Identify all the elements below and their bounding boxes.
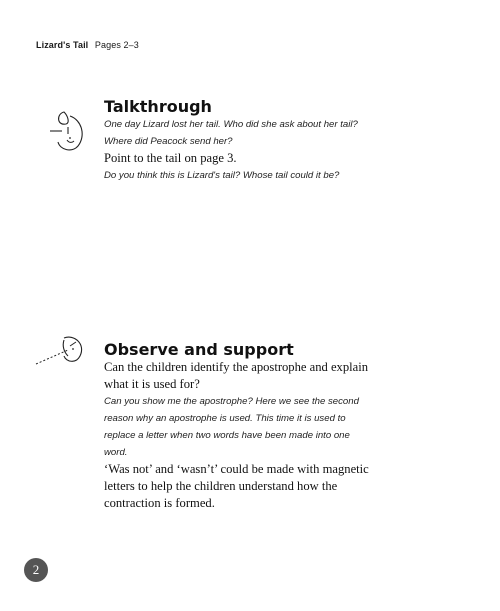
observe-prompt-line: replace a letter when two words have been made into one (104, 430, 350, 441)
talking-face-icon (48, 110, 90, 154)
talkthrough-prompt-line: One day Lizard lost her tail. Who did she ask about her tail? (104, 119, 358, 130)
running-head-pages: Pages 2–3 (94, 40, 139, 50)
observe-suggestion-line: contraction is formed. (104, 496, 215, 510)
running-head (36, 40, 139, 50)
observe-suggestion-line: letters to help the children understand how the (104, 479, 338, 493)
talkthrough-prompt-line: Where did Peacock send her? (104, 136, 233, 147)
observe-question-line: Can the children identify the apostrophe and explain (104, 360, 369, 374)
observing-eye-icon (34, 334, 88, 370)
talkthrough-heading: Talkthrough (104, 97, 212, 116)
observe-support-section (104, 340, 394, 512)
observe-prompt-line: reason why an apostrophe is used. This time it is used to (104, 413, 346, 424)
running-head-title: Lizard's Tail (36, 40, 89, 50)
talkthrough-section (104, 97, 394, 184)
observe-prompt-line: word. (104, 447, 128, 458)
talkthrough-prompt-line: Do you think this is Lizard's tail? Whose tail could it be? (104, 170, 340, 181)
observe-prompt-line: Can you show me the apostrophe? Here we see the second (104, 396, 359, 407)
page-number-badge: 2 (24, 558, 48, 582)
observe-suggestion-line: ‘Was not’ and ‘wasn’t’ could be made with magnetic (104, 462, 369, 476)
observe-heading: Observe and support (104, 340, 294, 359)
observe-question-line: what it is used for? (104, 377, 200, 391)
talkthrough-instruction: Point to the tail on page 3. (104, 151, 237, 165)
